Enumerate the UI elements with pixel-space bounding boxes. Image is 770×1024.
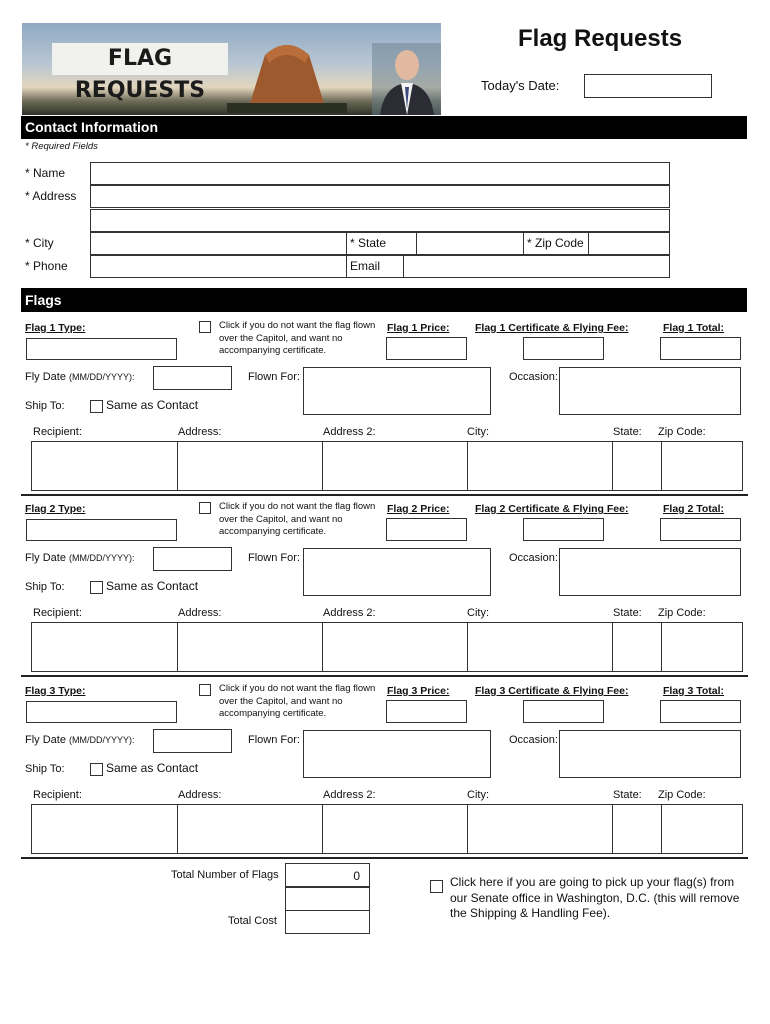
header-banner: [22, 23, 441, 115]
city-label: * City: [25, 236, 54, 250]
flag-price-field[interactable]: [386, 700, 467, 723]
ship-column-header: Recipient:: [33, 607, 82, 619]
shipping-cell-input[interactable]: [467, 442, 611, 490]
occasion-label: Occasion:: [509, 734, 558, 746]
flag-price-label: Flag 2 Price:: [387, 503, 450, 515]
flag-divider: [21, 494, 748, 496]
flag-type-label: Flag 2 Type:: [25, 503, 86, 515]
flag-price-label: Flag 3 Price:: [387, 685, 450, 697]
ship-column-header: State:: [613, 426, 642, 438]
ship-column-header: Address 2:: [323, 607, 376, 619]
address-field[interactable]: [90, 185, 670, 208]
same-as-contact-checkbox[interactable]: [90, 400, 103, 413]
no-certificate-checkbox[interactable]: [199, 502, 211, 514]
flag-fee-label: Flag 3 Certificate & Flying Fee:: [475, 685, 629, 697]
tower-image: [227, 33, 347, 113]
email-field[interactable]: [404, 256, 670, 277]
no-certificate-note: Click if you do not want the flag flown over the Capitol, and want no accompanying certificate.: [219, 320, 376, 356]
ship-column-header: Address:: [178, 789, 222, 801]
shipping-cell-input[interactable]: [612, 805, 660, 853]
fly-date-label: Fly Date (MM/DD/YYYY):: [25, 734, 135, 746]
fly-date-label: Fly Date (MM/DD/YYYY):: [25, 552, 135, 564]
total-flags-label: Total Number of Flags: [171, 869, 279, 881]
no-certificate-note: Click if you do not want the flag flown over the Capitol, and want no accompanying certificate.: [219, 683, 376, 719]
state-label: * State: [350, 236, 387, 250]
occasion-label: Occasion:: [509, 371, 558, 383]
city-field[interactable]: [91, 233, 345, 254]
flown-for-field[interactable]: [303, 548, 491, 596]
flown-for-field[interactable]: [303, 367, 491, 415]
fly-date-field[interactable]: [153, 366, 232, 390]
flag-divider: [21, 675, 748, 677]
flag-fee-field[interactable]: [523, 700, 604, 723]
required-note: * Required Fields: [25, 141, 98, 152]
flag-price-label: Flag 1 Price:: [387, 322, 450, 334]
flag-type-label: Flag 1 Type:: [25, 322, 86, 334]
total-cost-field[interactable]: [285, 910, 370, 934]
date-label: Today's Date:: [481, 78, 560, 93]
ship-column-header: Address:: [178, 607, 222, 619]
state-field[interactable]: [416, 233, 522, 254]
shipping-cell-input[interactable]: [322, 623, 466, 671]
pickup-checkbox[interactable]: [430, 880, 443, 893]
occasion-label: Occasion:: [509, 552, 558, 564]
ship-column-header: Recipient:: [33, 426, 82, 438]
same-as-contact-label: Same as Contact: [106, 761, 199, 775]
occasion-field[interactable]: [559, 730, 741, 778]
flag-fee-field[interactable]: [523, 337, 604, 360]
total-cost-label: Total Cost: [228, 915, 277, 927]
flag-fee-label: Flag 2 Certificate & Flying Fee:: [475, 503, 629, 515]
flag-fee-label: Flag 1 Certificate & Flying Fee:: [475, 322, 629, 334]
flag-fee-field[interactable]: [523, 518, 604, 541]
shipping-cell-input[interactable]: [322, 805, 466, 853]
ship-column-header: Address 2:: [323, 426, 376, 438]
flown-for-label: Flown For:: [248, 371, 300, 383]
pickup-text: Click here if you are going to pick up your flag(s) from our Senate office in Washington, D.C. (this will remove the Shipping & Handling Fee).: [450, 875, 740, 920]
ship-column-header: City:: [467, 789, 489, 801]
fly-date-field[interactable]: [153, 547, 232, 571]
address-line2-field[interactable]: [90, 209, 670, 232]
same-as-contact-label: Same as Contact: [106, 398, 199, 412]
flag-type-select[interactable]: [26, 701, 177, 723]
shipping-cell-input[interactable]: [322, 442, 466, 490]
shipping-cell-input[interactable]: [177, 442, 321, 490]
ship-column-header: State:: [613, 607, 642, 619]
flag-total-field[interactable]: [660, 518, 741, 541]
flag-total-label: Flag 3 Total:: [663, 685, 725, 697]
ship-to-label: Ship To:: [25, 763, 65, 775]
fly-date-field[interactable]: [153, 729, 232, 753]
shipping-cell-input[interactable]: [32, 623, 176, 671]
zip-label: * Zip Code: [527, 236, 584, 250]
ship-column-header: Address 2:: [323, 789, 376, 801]
fly-date-label: Fly Date (MM/DD/YYYY):: [25, 371, 135, 383]
phone-field[interactable]: [91, 256, 345, 277]
flag-type-select[interactable]: [26, 338, 177, 360]
shipping-cell-input[interactable]: [177, 805, 321, 853]
total-flags-field[interactable]: [285, 863, 370, 887]
ship-column-header: City:: [467, 426, 489, 438]
name-label: * Name: [25, 166, 66, 180]
total-flags-value: 0: [353, 869, 360, 883]
ship-column-header: Address:: [178, 426, 222, 438]
contact-section-header: Contact Information: [21, 116, 747, 139]
flown-for-field[interactable]: [303, 730, 491, 778]
flag-total-label: Flag 1 Total:: [663, 322, 725, 334]
occasion-field[interactable]: [559, 367, 741, 415]
ship-column-header: Zip Code:: [658, 607, 706, 619]
shipping-cell-input[interactable]: [661, 442, 742, 490]
ship-to-label: Ship To:: [25, 581, 65, 593]
flown-for-label: Flown For:: [248, 734, 300, 746]
extra-field[interactable]: [285, 887, 370, 911]
flag-total-field[interactable]: [660, 700, 741, 723]
flag-price-field[interactable]: [386, 337, 467, 360]
ship-column-header: Zip Code:: [658, 789, 706, 801]
shipping-cell-input[interactable]: [467, 805, 611, 853]
no-certificate-checkbox[interactable]: [199, 321, 211, 333]
shipping-cell-input[interactable]: [32, 442, 176, 490]
shipping-cell-input[interactable]: [612, 442, 660, 490]
email-label: Email: [350, 259, 381, 273]
flag-price-field[interactable]: [386, 518, 467, 541]
flag-divider: [21, 857, 748, 859]
flag-total-label: Flag 2 Total:: [663, 503, 725, 515]
address-label: * Address: [25, 189, 77, 203]
flag-type-label: Flag 3 Type:: [25, 685, 86, 697]
phone-label: * Phone: [25, 259, 68, 273]
occasion-field[interactable]: [559, 548, 741, 596]
shipping-cell-input[interactable]: [612, 623, 660, 671]
ship-column-header: Zip Code:: [658, 426, 706, 438]
ship-column-header: State:: [613, 789, 642, 801]
page-title: Flag Requests: [518, 25, 683, 52]
zip-field[interactable]: [588, 233, 670, 254]
ship-column-header: Recipient:: [33, 789, 82, 801]
ship-column-header: City:: [467, 607, 489, 619]
banner-title: FLAG REQUESTS: [52, 43, 228, 75]
same-as-contact-label: Same as Contact: [106, 579, 199, 593]
senator-photo: [372, 43, 441, 115]
same-as-contact-checkbox[interactable]: [90, 581, 103, 594]
flag-total-field[interactable]: [660, 337, 741, 360]
flag-type-select[interactable]: [26, 519, 177, 541]
same-as-contact-checkbox[interactable]: [90, 763, 103, 776]
shipping-cell-input[interactable]: [32, 805, 176, 853]
shipping-cell-input[interactable]: [177, 623, 321, 671]
name-field[interactable]: [90, 162, 670, 185]
flown-for-label: Flown For:: [248, 552, 300, 564]
shipping-cell-input[interactable]: [467, 623, 611, 671]
no-certificate-note: Click if you do not want the flag flown over the Capitol, and want no accompanying certificate.: [219, 501, 376, 537]
no-certificate-checkbox[interactable]: [199, 684, 211, 696]
shipping-cell-input[interactable]: [661, 623, 742, 671]
date-input[interactable]: [584, 74, 712, 98]
flags-section-header: Flags: [21, 288, 747, 312]
ship-to-label: Ship To:: [25, 400, 65, 412]
shipping-cell-input[interactable]: [661, 805, 742, 853]
